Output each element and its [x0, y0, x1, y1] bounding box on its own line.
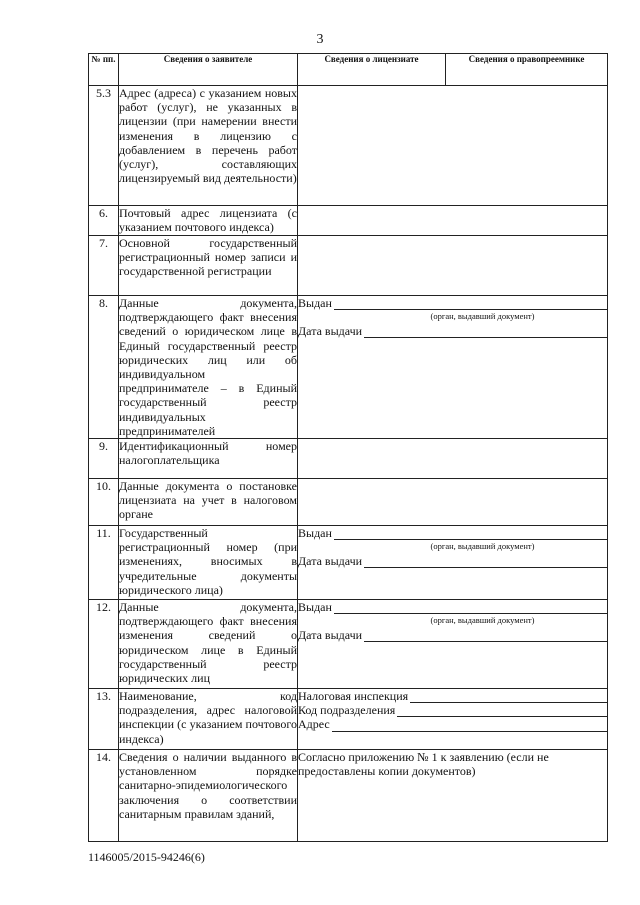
table-row	[89, 750, 608, 842]
row-number: 6.	[89, 206, 119, 236]
row-value-cell	[298, 296, 608, 439]
table-row	[89, 206, 608, 236]
row-description: Данные документа, подтверждающего факт внесения изменения сведений о юридическом лице в Единый государственный реестр юридических лиц	[119, 600, 298, 689]
row-description: Основной государственный регистрационный номер записи и государственной регистрации	[119, 236, 298, 296]
row-description: Идентификационный номер налогоплательщика	[119, 439, 298, 479]
row-number: 5.3	[89, 86, 119, 206]
page-number: 3	[316, 32, 324, 47]
issued-line[interactable]	[334, 297, 607, 310]
tax-inspection-line[interactable]	[410, 690, 607, 703]
issuer-hint: (орган, выдавший документ)	[430, 615, 535, 626]
issue-date-label: Дата выдачи	[298, 628, 363, 643]
table-row	[89, 600, 608, 689]
issued-label: Выдан	[298, 526, 332, 541]
issue-date-label: Дата выдачи	[298, 324, 363, 339]
row-description: Данные документа, подтверждающего факт внесения сведений о юридическом лице в Единый государственный реестр юридических лиц или об индивидуальном предпринимателе – в Единый государственный реестр индивидуальных предпринимателей	[119, 296, 297, 438]
issue-date-label: Дата выдачи	[298, 554, 363, 569]
row-value-cell	[298, 689, 608, 750]
row-value-cell[interactable]	[298, 86, 608, 206]
table-row	[89, 689, 608, 750]
row-value-cell[interactable]	[298, 479, 608, 526]
dept-code-line[interactable]	[397, 704, 607, 717]
row-value-cell	[298, 526, 608, 600]
document-footer-code: 1146005/2015-94246(6)	[88, 850, 205, 864]
row-description: Сведения о наличии выданного в установленном порядке санитарно-эпидемиологического заключения о соответствии санитарным правилам зданий,	[119, 750, 298, 842]
table-row	[89, 86, 608, 206]
dept-code-label: Код подразделения	[298, 703, 396, 718]
table-row	[89, 236, 608, 296]
issue-date-line[interactable]	[364, 629, 607, 642]
row-number: 9.	[89, 439, 119, 479]
table-row	[89, 526, 608, 600]
table-row	[89, 296, 608, 439]
row-description: Данные документа о постановке лицензиата на учет в налоговом органе	[119, 479, 298, 526]
issued-line[interactable]	[334, 527, 607, 540]
issued-label: Выдан	[298, 600, 332, 615]
row-number: 13.	[89, 689, 119, 750]
issue-date-line[interactable]	[364, 325, 607, 338]
row-number: 7.	[89, 236, 119, 296]
row-description: Наименование, код подразделения, адрес налоговой инспекции (с указанием почтового индекса)	[119, 689, 298, 750]
issuer-hint: (орган, выдавший документ)	[430, 541, 535, 552]
appendix-note: Согласно приложению № 1 к заявлению (если не предоставлены копии документов)	[298, 750, 608, 842]
table-row	[89, 479, 608, 526]
row-value-cell[interactable]	[298, 206, 608, 236]
row-number: 11.	[89, 526, 119, 600]
row-value-cell	[298, 600, 608, 689]
header-num: № пп.	[89, 54, 119, 86]
issuer-hint: (орган, выдавший документ)	[430, 311, 535, 322]
tax-inspection-label: Налоговая инспекция	[298, 689, 409, 704]
header-successor: Сведения о правопреемнике	[446, 54, 608, 86]
table-row	[89, 439, 608, 479]
licensing-form-table	[88, 53, 608, 842]
row-description: Почтовый адрес лицензиата (с указанием почтового индекса)	[119, 206, 297, 235]
header-licensee: Сведения о лицензиате	[298, 54, 446, 86]
address-line[interactable]	[332, 719, 607, 732]
issued-label: Выдан	[298, 296, 332, 310]
row-value-cell[interactable]	[298, 439, 608, 479]
row-description: Адрес (адреса) с указанием новых работ (услуг), не указанных в лицензии (при намерении внести изменения в лицензию с добавлением в перечень работ (услуг), составляющих лицензируемый вид деятельности)	[119, 86, 298, 206]
row-number: 8.	[89, 296, 119, 439]
address-label: Адрес	[298, 717, 330, 732]
issue-date-line[interactable]	[364, 555, 607, 568]
row-number: 10.	[89, 479, 119, 526]
row-number: 14.	[89, 750, 119, 842]
row-value-cell[interactable]	[298, 236, 608, 296]
row-description: Государственный регистрационный номер (при изменениях, вносимых в учредительные документы юридического лица)	[119, 526, 298, 600]
row-number: 12.	[89, 600, 119, 689]
issued-line[interactable]	[334, 601, 607, 614]
header-applicant: Сведения о заявителе	[119, 54, 298, 86]
